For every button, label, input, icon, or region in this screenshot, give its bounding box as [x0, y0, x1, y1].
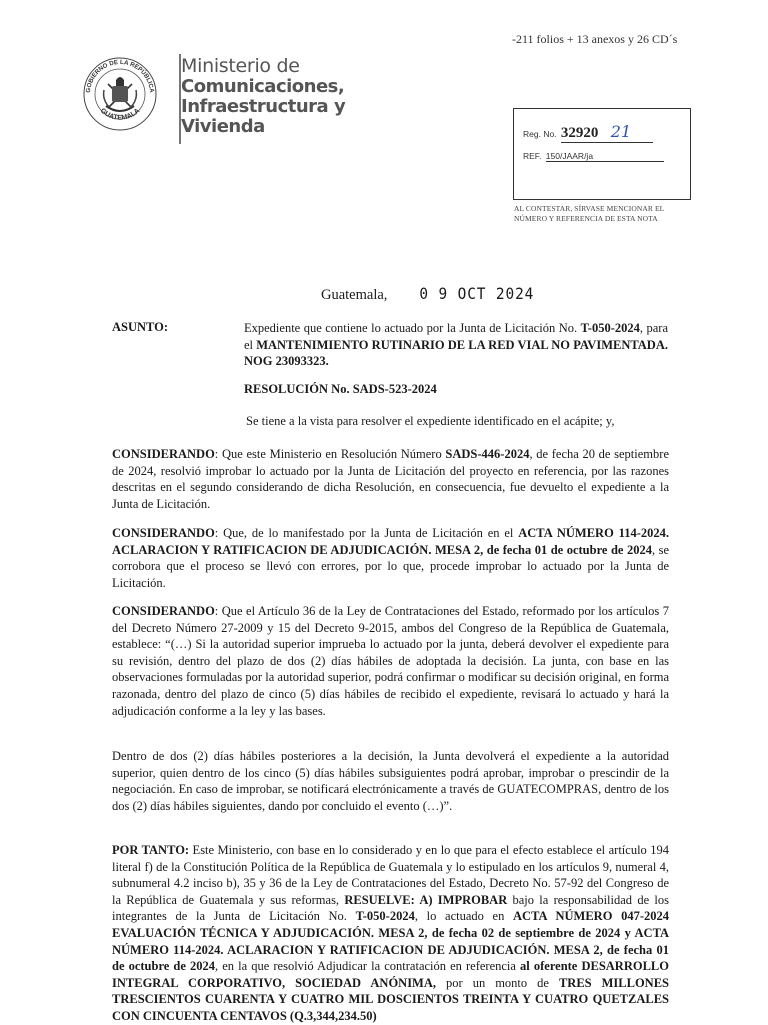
paragraph-bold: TRES MILLONES TRESCIENTOS CUARENTA Y CUATRO MIL DOSCIENTOS TREINTA Y CUATRO QUETZALES CON CINCUENTA CENTAVOS (Q.3,344,234.50) — [112, 975, 669, 1023]
paragraph-bold: T-050-2024 — [355, 909, 415, 924]
paragraph-text: Este Ministerio, con base en lo considerado y en lo que para el efecto establece el artículo 194 literal f) de la Constitución Política de la República de Guatemala y lo estipulado en los artículos 9, numeral 4, subnumeral 4.2 inciso b), 35 y 36 de la Ley de Contrataciones del Estado, Decreto No. 57-92 del Congreso de la República de Guatemala y sus reformas, — [112, 843, 670, 907]
dentro-de-dos-paragraph: Dentro de dos (2) días hábiles posteriores a la decisión, la Junta devolverá el expediente a la autoridad superior, quien dentro de los cinco (5) días hábiles subsiguientes podrá aprobar, improbar o prescindir de la negociación. En caso de improbar, se notificará electrónicamente a través de GUATECOMPRAS, dentro de los dos (2) días hábiles siguientes, dando por concluido el evento (…)”. — [112, 749, 669, 813]
ref-label: REF. — [523, 151, 542, 161]
paragraph-text: , se corrobora que el proceso se llevó con errores, por lo que, procede improbar lo actuado por la Junta de Licitación. — [112, 542, 669, 590]
guatemala-seal-icon — [80, 50, 160, 140]
asunto-junta-number: T-050-2024 — [580, 321, 640, 335]
paragraph-bold: ACTA NÚMERO 114-2024. ACLARACION Y RATIFICACION DE ADJUDICACIÓN. MESA 2, de fecha 01 de octubre de 2024 — [112, 526, 669, 557]
se-tiene-text: Se tiene a la vista para resolver el expediente identificado en el acápite; y, — [246, 414, 615, 428]
ministry-name — [181, 56, 345, 137]
reg-label: Reg. No. — [523, 129, 557, 139]
paragraph-text: : Que el Artículo 36 de la Ley de Contrataciones del Estado, reformado por los artículos 7 del Decreto Número 27-2009 y 15 del Decreto 9-2015, ambos del Congreso de la República de Guatemala, establece: “(…) Si la autoridad superior imprueba lo actuado por la junta, deberá devolver el expediente para su revisión, dentro del plazo de dos (2) días hábiles de adoptada la decisión. La junta, con base en las observaciones formuladas por la autoridad superior, podrá confirmar o modificar su decisión original, en forma razonada, dentro del plazo de cinco (5) días hábiles de recibido el expediente, revisará lo actuado y hará la adjudicación conforme a la ley y las bases. — [112, 604, 669, 718]
resuelve-heading: RESUELVE: A) IMPROBAR — [344, 892, 508, 907]
reg-number-row — [523, 122, 653, 143]
reg-number: 32920 — [560, 125, 599, 141]
date-line — [321, 284, 541, 304]
considerando-heading: CONSIDERANDO — [112, 447, 215, 461]
contestar-note: AL CONTESTAR, SÍRVASE MENCIONAR EL NÚMERO Y REFERENCIA DE ESTA NOTA — [514, 204, 665, 223]
paragraph-text: , en la que resolvió Adjudicar la contratación en referencia — [215, 959, 521, 974]
paragraph-text: , lo actuado en — [414, 909, 514, 924]
ref-row — [523, 151, 664, 162]
ref-value: 150/JAAR/ja — [546, 151, 664, 162]
paragraph-bold: SADS-446-2024 — [445, 447, 530, 461]
por-tanto-heading: POR TANTO: — [112, 843, 190, 857]
paragraph-bold: ACTA NÚMERO 047-2024 EVALUACIÓN TÉCNICA Y ADJUDICACIÓN. MESA 2, de fecha 02 de septiembre de 2024 y ACTA NÚMERO 114-2024. ACLARACION Y RATIFICACION DE ADJUDICACIÓN. MESA 2, de fecha 01 de octubre de 2024 — [112, 909, 669, 974]
ministry-line-1: Ministerio de — [181, 55, 300, 77]
asunto-label: ASUNTO: — [112, 320, 169, 334]
considerando-heading: CONSIDERANDO — [112, 604, 215, 618]
paragraph-text: : Que, de lo manifestado por la Junta de Licitación en el — [214, 526, 519, 540]
por-tanto-paragraph — [112, 842, 669, 1025]
ministry-line-3: Infraestructura y — [181, 96, 346, 117]
paragraph-bold: al oferente DESARROLLO INTEGRAL CORPORATIVO, SOCIEDAD ANÓNIMA, — [112, 959, 669, 990]
folios-note: -211 folios + 13 anexos y 26 CD´s — [512, 32, 678, 46]
considerando-1 — [112, 446, 669, 512]
resolution-number: RESOLUCIÓN No. SADS-523-2024 — [244, 382, 437, 396]
paragraph-text: : Que este Ministerio en Resolución Número — [214, 447, 446, 461]
svg-text:GUATEMALA: GUATEMALA — [98, 107, 142, 122]
considerando-heading: CONSIDERANDO — [112, 526, 215, 540]
asunto-text — [244, 320, 668, 370]
ministry-line-4: Vivienda — [181, 116, 265, 137]
asunto-part: Expediente que contiene lo actuado por la Junta de Licitación No. — [244, 321, 581, 335]
asunto-part: , para el — [244, 321, 668, 352]
ministry-line-2: Comunicaciones, — [181, 76, 345, 97]
date-stamp: 0 9 OCT 2024 — [419, 284, 535, 303]
asunto-project: MANTENIMIENTO RUTINARIO DE LA RED VIAL NO PAVIMENTADA. NOG 23093323. — [244, 337, 668, 368]
paragraph-text: , de fecha 20 de septiembre de 2024, resolvió improbar lo actuado por la Junta de Licitación del proyecto en referencia, por las razones descritas en el segundo considerando de dicha Resolución, en consecuencia, fue devuelto el expediente a la Junta de Licitación. — [112, 447, 669, 511]
considerando-2 — [112, 525, 669, 591]
paragraph-text: bajo la responsabilidad de los integrantes de la Junta de Licitación No. — [112, 892, 669, 924]
date-city: Guatemala, — [321, 287, 388, 303]
svg-text:GOBIERNO DE LA REPÚBLICA: GOBIERNO DE LA REPÚBLICA — [84, 58, 156, 94]
paragraph-text: por un monto de — [436, 975, 559, 990]
reg-signature: 21 — [610, 122, 632, 141]
registration-box — [513, 108, 691, 200]
considerando-3 — [112, 603, 669, 719]
